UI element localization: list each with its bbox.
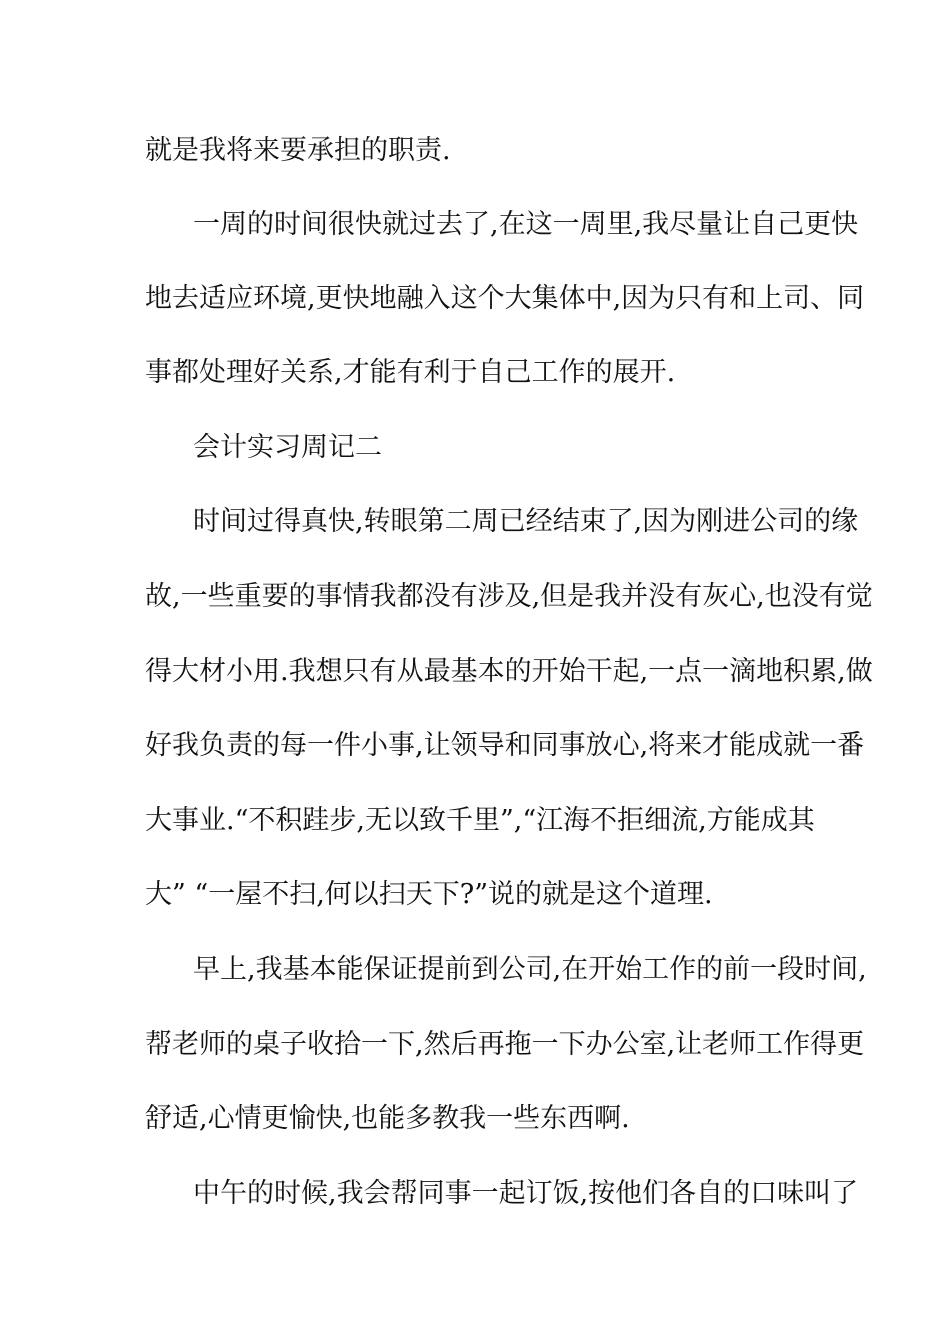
text-line: 事都处理好关系,才能有利于自己工作的展开. (145, 357, 676, 388)
text-line: 大” “一屋不扫,何以扫天下?”说的就是这个道理. (145, 879, 713, 910)
paragraph-first-line: 时间过得真快,转眼第二周已经结束了,因为刚进公司的缘 (193, 506, 859, 537)
text-line: 大事业.“不积跬步,无以致千里”,“江海不拒细流,方能成其 (145, 805, 815, 836)
text-line: 得大材小用.我想只有从最基本的开始干起,一点一滴地积累,做 (145, 656, 873, 687)
paragraph-first-line: 一周的时间很快就过去了,在这一周里,我尽量让自己更快 (193, 209, 859, 240)
paragraph-first-line: 中午的时候,我会帮同事一起订饭,按他们各自的口味叫了 (193, 1178, 859, 1209)
section-heading: 会计实习周记二 (193, 432, 382, 463)
paragraph-first-line: 早上,我基本能保证提前到公司,在开始工作的前一段时间, (193, 954, 867, 985)
text-line: 故,一些重要的事情我都没有涉及,但是我并没有灰心,也没有觉 (145, 581, 873, 612)
text-line: 帮老师的桌子收拾一下,然后再拖一下办公室,让老师工作得更 (145, 1029, 865, 1060)
text-line: 舒适,心情更愉快,也能多教我一些东西啊. (145, 1103, 630, 1134)
text-line: 就是我将来要承担的职责. (145, 135, 451, 166)
text-line: 好我负责的每一件小事,让领导和同事放心,将来才能成就一番 (145, 730, 865, 761)
text-line: 地去适应环境,更快地融入这个大集体中,因为只有和上司、同 (145, 283, 865, 314)
